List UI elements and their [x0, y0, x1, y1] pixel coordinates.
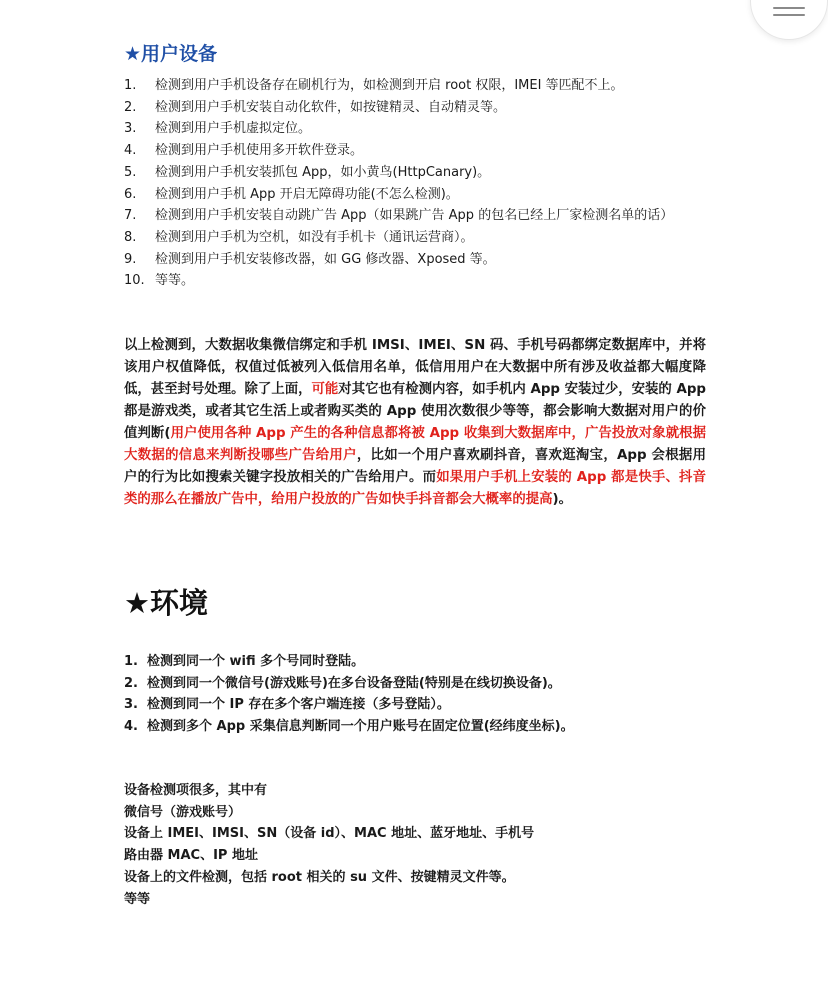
list-item	[124, 118, 714, 140]
hamburger-menu-icon	[773, 7, 805, 9]
list-item-text: 检测到用户手机安装自动跳广告 App（如果跳广告 App 的包名已经上厂家检测名单的话）	[155, 208, 674, 224]
paragraph-highlight: 可能	[311, 382, 339, 397]
note-line: 微信号（游戏账号）	[124, 804, 242, 820]
paragraph-highlight: 用户使用各种 App 产生的各种信息都将被 App 收集到大数据库中，广告投放对象就根据大数据的信息来判断投哪些广告给用户	[124, 426, 706, 463]
list-item-text: 等等。	[155, 273, 195, 289]
list-item-number: 6.	[124, 186, 137, 202]
list-item-number: 9.	[124, 251, 137, 267]
hamburger-menu-icon-bar	[773, 14, 805, 16]
list-item	[124, 140, 714, 162]
list-item	[124, 270, 714, 292]
list-item	[124, 227, 714, 249]
paragraph-text: 以上检测到，大数据收集微信绑定和手机 IMSI、IMEI、SN 码、手机号码都绑定数据库中，并将该用户权值降低，权值过低被列入低信用名单，低信用用户在大数据中所有涉及收益都大幅度降低，甚至封号处理。除了上面，	[124, 338, 706, 397]
list-item-number: 2.	[124, 99, 137, 115]
list-item-number: 5.	[124, 164, 137, 180]
list-item-text: 检测到用户手机使用多开软件登录。	[155, 143, 364, 159]
list-item-number: 4.	[124, 719, 138, 735]
summary-paragraph	[124, 335, 706, 511]
list-item-text: 检测到同一个微信号(游戏账号)在多台设备登陆(特别是在线切换设备)。	[147, 675, 561, 691]
section-title-user-device: ★用户设备	[124, 43, 218, 65]
note-line: 设备上的文件检测，包括 root 相关的 su 文件、按键精灵文件等。	[124, 869, 515, 885]
list-item-number: 3.	[124, 121, 137, 137]
paragraph-highlight: 如果用户手机上安装的 App 都是快手、抖音类的那么在播放广告中，给用户投放的广告如快手抖音都会大概率的提高	[124, 470, 706, 507]
list-item-number: 1.	[124, 654, 138, 669]
list-item	[124, 162, 714, 184]
list-item-number: 10.	[124, 273, 145, 289]
list-item-text: 检测到用户手机安装抓包 App，如小黄鸟(HttpCanary)。	[155, 164, 491, 180]
list-item-number: 2.	[124, 675, 138, 691]
list-item	[124, 651, 724, 673]
list-item-text: 检测到用户手机为空机，如没有手机卡（通讯运营商）。	[155, 229, 474, 245]
list-item-text: 检测到用户手机安装自动化软件，如按键精灵、自动精灵等。	[155, 99, 507, 115]
note-line: 设备检测项很多，其中有	[124, 783, 268, 798]
list-item-text: 检测到用户手机 App 开启无障碍功能(不怎么检测)。	[155, 186, 459, 202]
list-item-text: 检测到用户手机虚拟定位。	[155, 121, 312, 137]
list-item-number: 1.	[124, 78, 137, 93]
list-item	[124, 716, 724, 738]
list-item-text: 检测到用户手机安装修改器，如 GG 修改器、Xposed 等。	[155, 251, 496, 267]
list-item-text: 检测到同一个 wifi 多个号同时登陆。	[147, 654, 365, 669]
user-device-list	[124, 75, 714, 292]
list-item-text: 检测到用户手机设备存在刷机行为，如检测到开启 root 权限，IMEI 等匹配不上。	[155, 78, 624, 93]
list-item-number: 7.	[124, 208, 137, 224]
list-item	[124, 205, 714, 227]
note-line: 等等	[124, 891, 151, 907]
section-title-environment: ★环境	[124, 586, 208, 620]
environment-list	[124, 651, 724, 738]
list-item	[124, 694, 724, 716]
list-item	[124, 97, 714, 119]
paragraph-text: )。	[552, 492, 573, 507]
list-item	[124, 249, 714, 271]
notes-block	[124, 780, 744, 910]
list-item-number: 3.	[124, 697, 138, 713]
list-item-number: 4.	[124, 143, 137, 159]
list-item	[124, 673, 724, 695]
paragraph-text: ，比如一个用户喜欢刷抖音，喜欢逛淘宝，App 会根据用户的行为比如搜索关键字投放相关的广告给用户。而	[124, 448, 706, 485]
paragraph-text: 对其它也有检测内容，如手机内 App 安装过少，安装的 App 都是游戏类，或者其它生活上或者购买类的 App 使用次数很少等等，都会影响大数据对用户的价值判断(	[124, 382, 706, 441]
list-item-text: 检测到同一个 IP 存在多个客户端连接（多号登陆）。	[147, 697, 450, 713]
note-line: 路由器 MAC、IP 地址	[124, 848, 258, 864]
note-line: 设备上 IMEI、IMSI、SN（设备 id）、MAC 地址、蓝牙地址、手机号	[124, 826, 535, 842]
menu-button[interactable]	[750, 0, 828, 40]
list-item	[124, 184, 714, 206]
list-item-text: 检测到多个 App 采集信息判断同一个用户账号在固定位置(经纬度坐标)。	[147, 719, 574, 735]
list-item	[124, 75, 714, 97]
list-item-number: 8.	[124, 229, 137, 245]
